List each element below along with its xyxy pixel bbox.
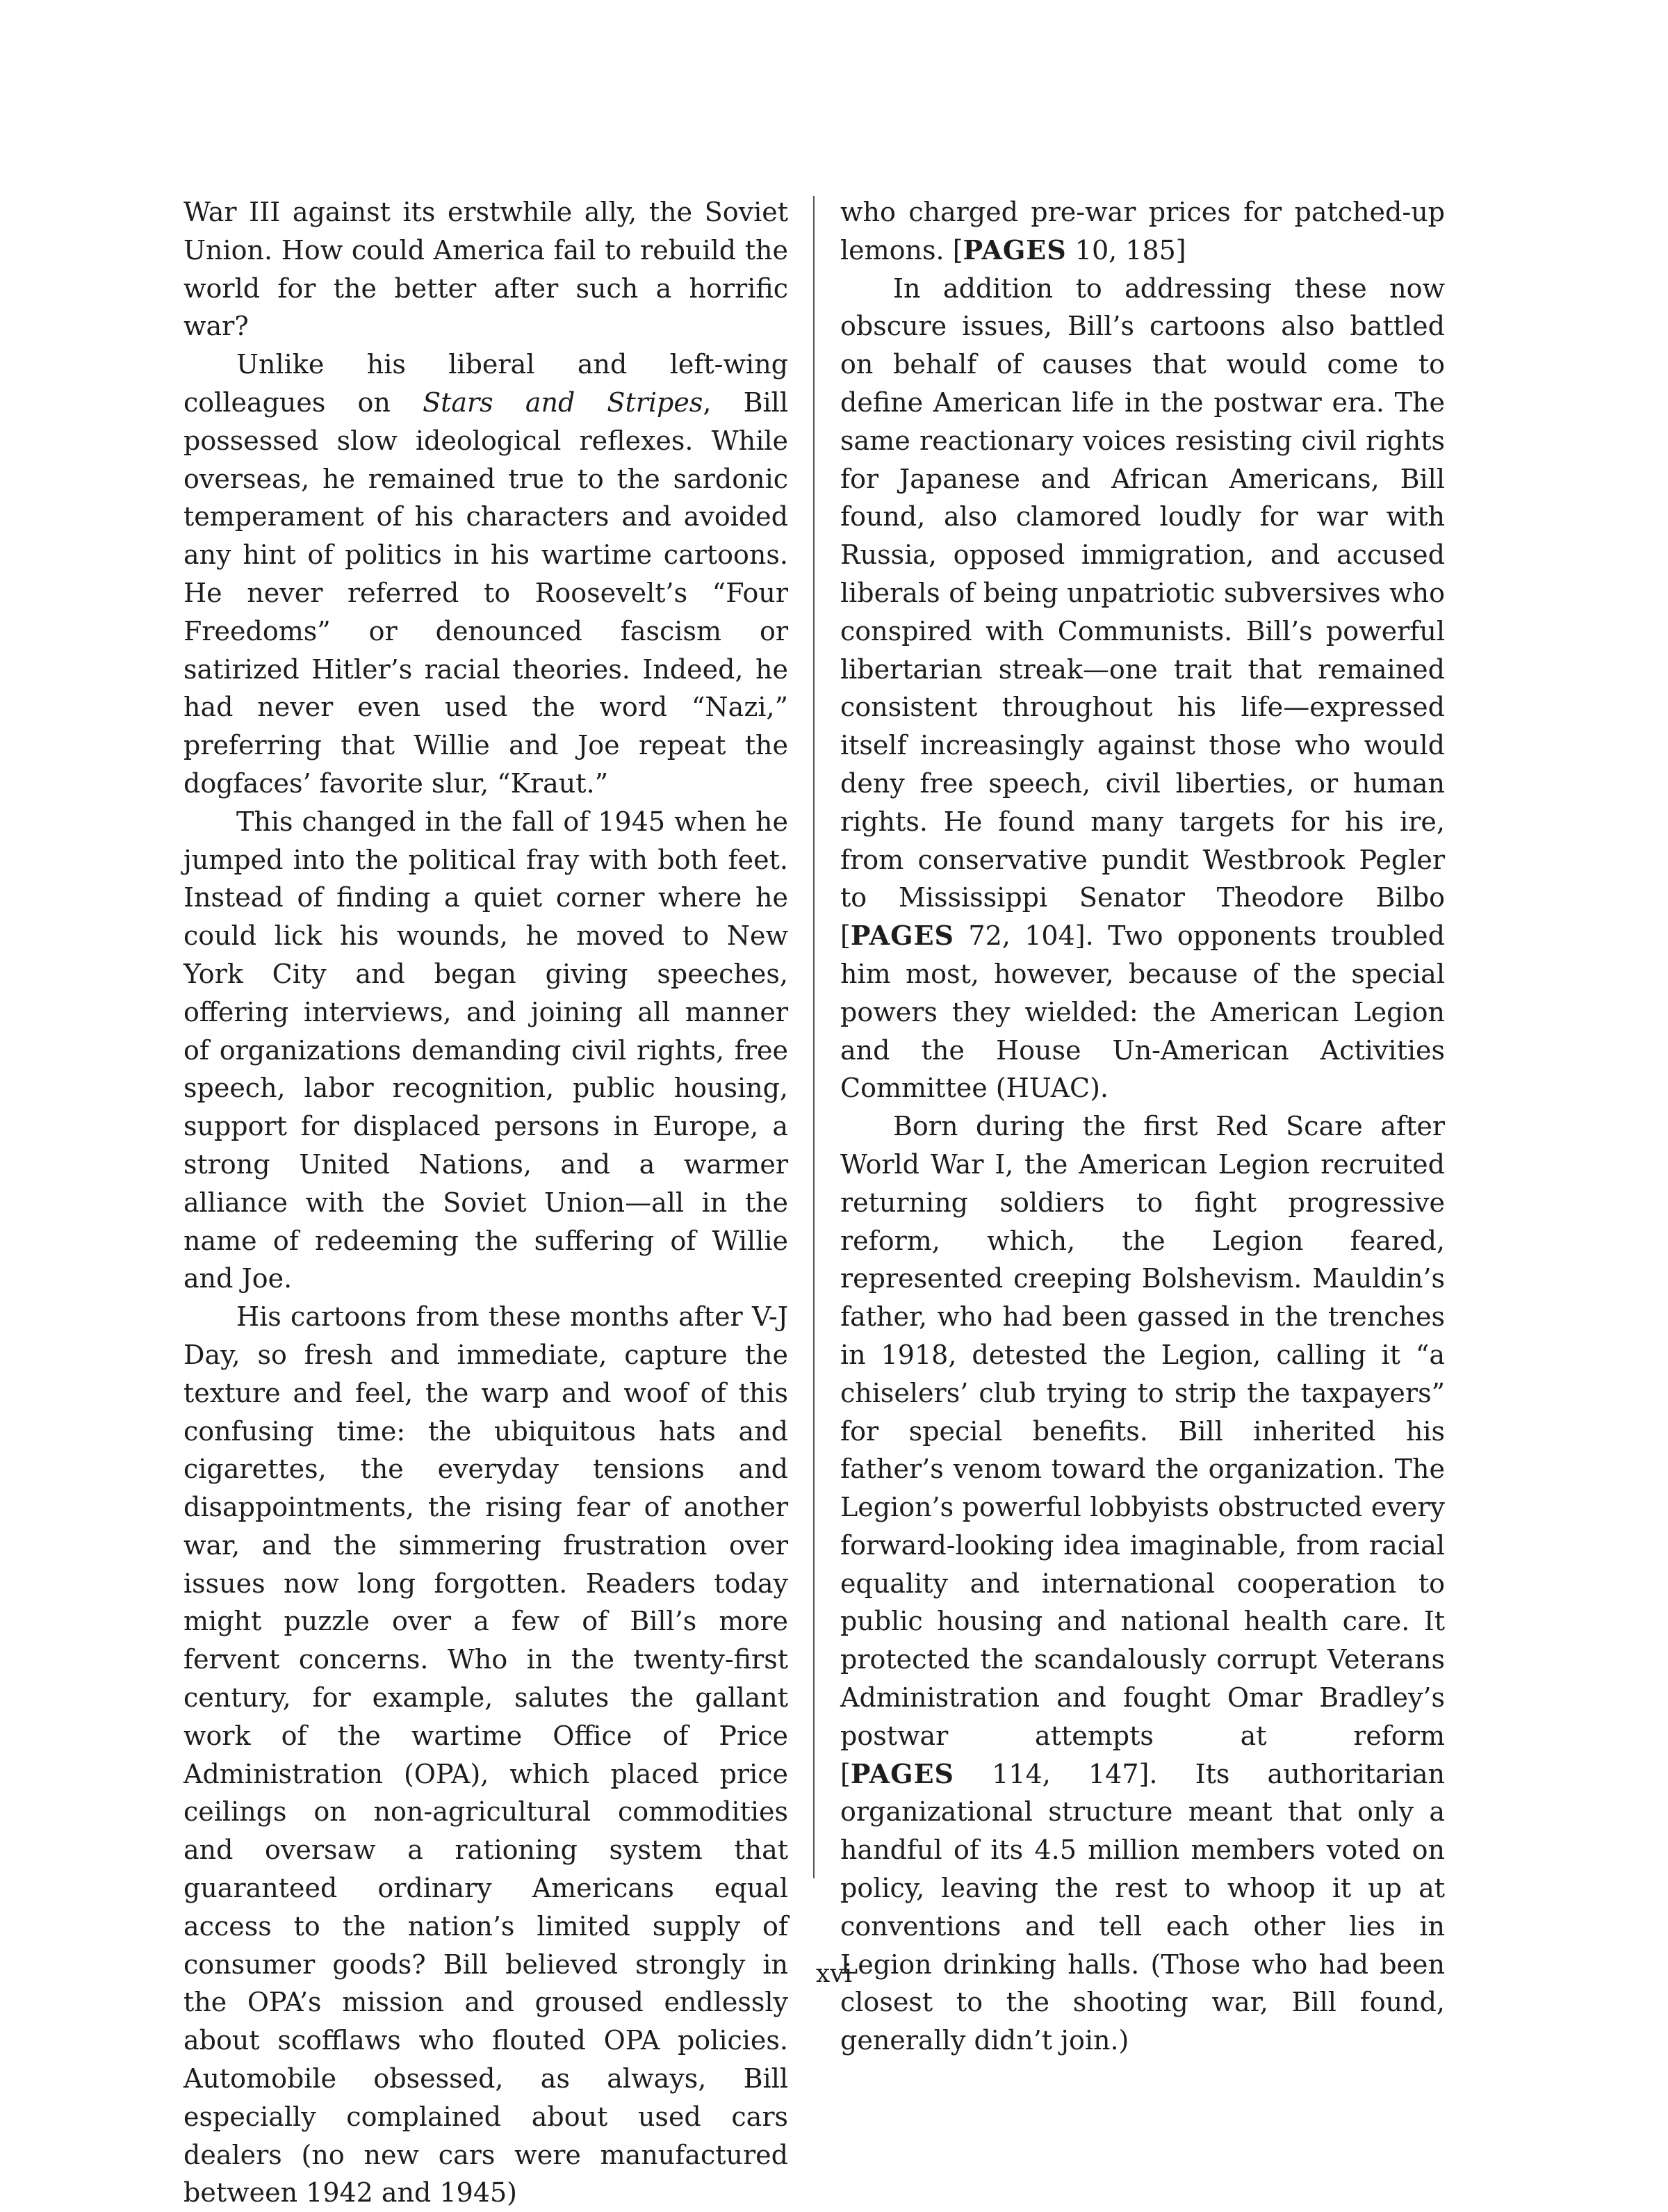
paragraph-text: In addition to addressing these now obscure issues, Bill’s cartoons also battled on behalf of causes that would come to define American life in the postwar era. The same reactionary voices resisting civil rights for Japanese and African Americans, Bill found, also clamored loudly for war with Russia, opposed immigration, and accused liberals of being unpatriotic subversives who conspired with Communists. Bill’s powerful libertarian streak—one trait that remained consistent throughout his life—expressed itself increasingly against those who would deny free speech, civil liberties, or human rights. He found many targets for his ire, from conservative pundit Westbrook Pegler to Mississippi Senator Theodore Bilbo	[840, 273, 1445, 913]
paragraph-text: . Its authoritarian organizational structure meant that only a handful of its 4.5 million members voted on policy, leaving the rest to whoop it up at conventions and tell each other lies in Legion drinking halls. (Those who had been closest to the shooting war, Bill found, generally didn’t join.)	[840, 1758, 1446, 2056]
ref-pages: 10, 185]	[1066, 234, 1186, 266]
paragraph-text: Unlike his liberal and left-wing colleagues on	[183, 349, 788, 418]
paragraph-continued	[840, 193, 1445, 270]
paragraph-vj-day	[183, 1298, 788, 2212]
paragraph-postwar-causes	[840, 270, 1445, 1108]
page-reference	[840, 920, 1086, 951]
page-reference	[840, 1759, 1149, 1789]
paragraph-text: . Two opponents troubled him most, however, because of the special powers they wielded: the American Legion and the House Un-American Activities Committee (HUAC).	[840, 920, 1445, 1104]
ref-bracket: [	[840, 1758, 851, 1789]
ref-word: PAGES	[850, 920, 954, 952]
paragraph-text: Born during the first Red Scare after World War I, the American Legion recruited returning soldiers to fight progressive reform, which, the Legion feared, represented creeping Bolshevism. Mauldin’s father, who had been gassed in the trenches in 1918, detested the Legion, calling it “a chiselers’ club trying to strip the taxpayers” for special benefits. Bill inherited his father’s venom toward the organization. The Legion’s powerful lobbyists obstructed every forward-looking idea imaginable, from racial equality and international cooperation to public housing and national health care. It protected the scandalously corrupt Veterans Administration and fought Omar Bradley’s postwar attempts at reform	[840, 1111, 1445, 1751]
ref-pages: 114, 147]	[954, 1758, 1150, 1789]
ref-bracket: [	[952, 234, 963, 266]
left-text-column	[183, 193, 788, 2212]
right-text-column	[840, 193, 1445, 2060]
paragraph-text: War III against its erstwhile ally, the Soviet Union. How could America fail to rebuild the world for the better after such a horrific war?	[183, 197, 788, 342]
paragraph-continued	[183, 193, 788, 345]
ref-bracket: [	[840, 920, 851, 952]
page-number: xvi	[815, 1960, 853, 1988]
paragraph-text: , Bill possessed slow ideological reflexes. While overseas, he remained true to the sardonic temperament of his characters and avoided any hint of politics in his wartime cartoons. He never referred to Roosevelt’s “Four Freedoms” or denounced fascism or satirized Hitler’s racial theories. Indeed, he had never even used the word “Nazi,” preferring that Willie and Joe repeat the dogfaces’ favorite slur, “Kraut.”	[183, 387, 788, 799]
paragraph-stars-and-stripes	[183, 345, 788, 803]
ref-pages: 72, 104]	[954, 920, 1086, 952]
ref-word: PAGES	[963, 234, 1067, 266]
paragraph-text: This changed in the fall of 1945 when he jumped into the political fray with both feet. Instead of finding a quiet corner where he could lick his wounds, he moved to New York City and began giving speeches, offering interviews, and joining all manner of organizations demanding civil rights, free speech, labor recognition, public housing, support for displaced persons in Europe, a strong United Nations, and a warmer alliance with the Soviet Union—all in the name of redeeming the suffering of Willie and Joe.	[183, 806, 788, 1294]
paragraph-fall-1945	[183, 803, 788, 1298]
ref-word: PAGES	[850, 1757, 954, 1789]
page-reference	[953, 235, 1186, 266]
paragraph-text: who charged pre-war prices for patched-up lemons.	[840, 197, 1445, 266]
column-divider	[813, 196, 815, 1878]
paragraph-american-legion	[840, 1107, 1445, 2060]
paragraph-text: His cartoons from these months after V-J Day, so fresh and immediate, capture the texture and feel, the warp and woof of this confusing time: the ubiquitous hats and cigarettes, the everyday tensions and disappointments, the rising fear of another war, and the simmering frustration over issues now long forgotten. Readers today might puzzle over a few of Bill’s more fervent concerns. Who in the twenty-first century, for example, salutes the gallant work of the wartime Office of Price Administration (OPA), which placed price ceilings on non-agricultural commodities and oversaw a rationing system that guaranteed ordinary Americans equal access to the nation’s limited supply of consumer goods? Bill believed strongly in the OPA’s mission and groused endlessly about scofflaws who flouted OPA policies. Automobile obsessed, as always, Bill especially complained about used cars dealers (no new cars were manufactured between 1942 and 1945)	[183, 1301, 788, 2209]
publication-title: Stars and Stripes	[423, 387, 703, 418]
